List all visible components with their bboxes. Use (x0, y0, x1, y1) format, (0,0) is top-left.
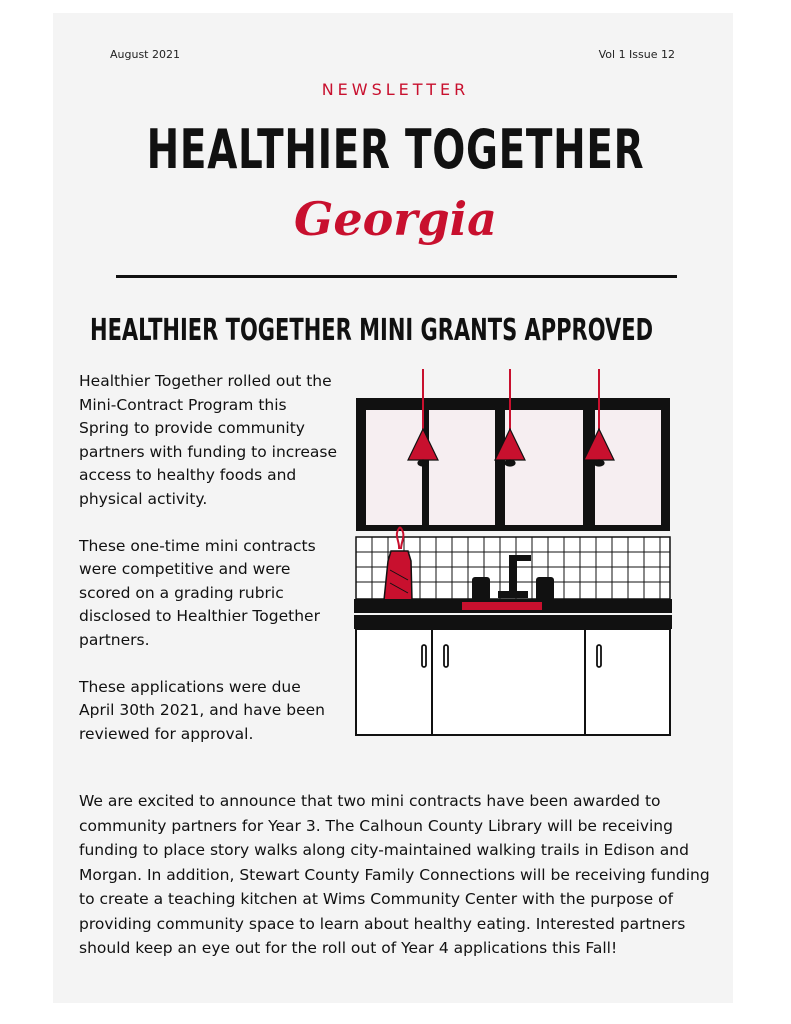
article-paragraph: Healthier Together rolled out the Mini-Contract Program this Spring to provide community partners with funding to increase access to healthy foods and physical activity. (79, 372, 337, 508)
canister-icon (472, 577, 490, 601)
window-pane (366, 410, 422, 525)
counter-edge (354, 615, 672, 629)
article-intro-column (79, 370, 339, 770)
newsletter-subtitle: Georgia (294, 192, 497, 246)
newsletter-title: HEALTHIER TOGETHER (146, 118, 645, 181)
window-pane (429, 410, 495, 525)
article-headline: HEALTHIER TOGETHER MINI GRANTS APPROVED (90, 313, 654, 348)
title-divider (116, 275, 677, 278)
article-paragraph: These one-time mini contracts were competitive and were scored on a grading rubric disclosed to Healthier Together partners. (79, 536, 320, 649)
cabinets (356, 629, 670, 735)
window-pane (505, 410, 583, 525)
issue-date: August 2021 (110, 48, 180, 61)
canister-icon (536, 577, 554, 601)
window-pane (595, 410, 661, 525)
article-paragraph: These applications were due April 30th 2021, and have been reviewed for approval. (79, 677, 325, 743)
issue-number: Vol 1 Issue 12 (598, 48, 675, 61)
kitchen-illustration (350, 365, 675, 740)
newsletter-label: NEWSLETTER (321, 80, 470, 99)
sink-icon (462, 602, 542, 610)
article-body: We are excited to announce that two mini contracts have been awarded to community partners for Year 3. The Calhoun County Library will be receiving funding to place story walks along city-maintained walking trails in Edison and Morgan. In addition, Stewart County Family Connections will be receiving funding to create a teaching kitchen at Wims Community Center with the purpose of providing community space to learn about healthy eating. Interested partners should keep an eye out for the roll out of Year 4 applications this Fall! (79, 792, 710, 957)
